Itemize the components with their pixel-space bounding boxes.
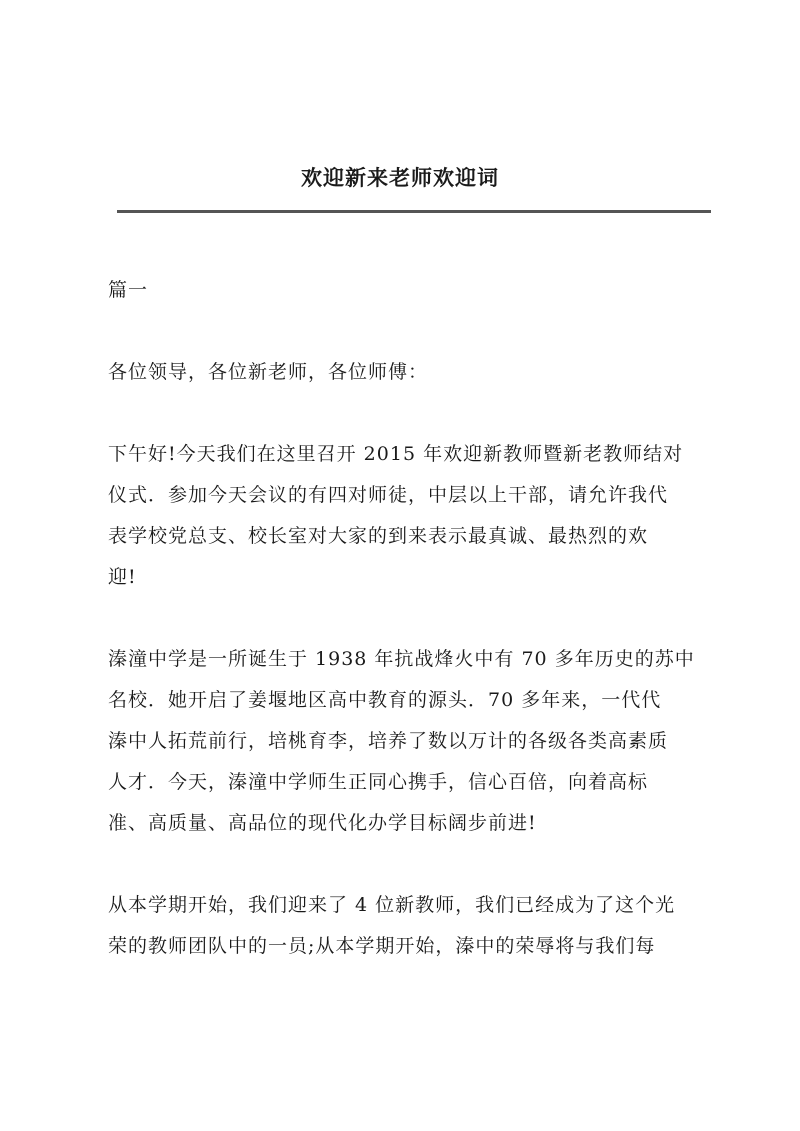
salutation: 各位领导，各位新老师，各位师傅： xyxy=(108,361,429,383)
paragraph-line: 下午好!今天我们在这里召开 2015 年欢迎新教师暨新老教师结对 xyxy=(108,443,684,465)
paragraph-line: 表学校党总支、校长室对大家的到来表示最真诚、最热烈的欢 xyxy=(108,525,649,547)
paragraph-line: 溱中人拓荒前行，培桃育李，培养了数以万计的各级各类高素质 xyxy=(108,730,669,752)
paragraph-line: 溱潼中学是一所诞生于 1938 年抗战烽火中有 70 多年历史的苏中 xyxy=(108,648,695,670)
paragraph-line: 准、高质量、高品位的现代化办学目标阔步前进! xyxy=(108,812,537,834)
paragraph-1 xyxy=(108,434,708,598)
paragraph-3 xyxy=(108,885,708,967)
document-body xyxy=(108,270,708,1008)
document-title: 欢迎新来老师欢迎词 xyxy=(301,165,499,190)
paragraph-line: 人才．今天，溱潼中学师生正同心携手，信心百倍，向着高标 xyxy=(108,771,649,793)
paragraph-line: 迎! xyxy=(108,566,137,588)
section-label: 篇一 xyxy=(108,279,149,301)
title-divider xyxy=(117,210,711,213)
paragraph-line: 名校．她开启了姜堰地区高中教育的源头．70 多年来，一代代 xyxy=(108,689,662,711)
paragraph-line: 荣的教师团队中的一员;从本学期开始，溱中的荣辱将与我们每 xyxy=(108,935,656,957)
paragraph-line: 仪式．参加今天会议的有四对师徒，中层以上干部，请允许我代 xyxy=(108,484,669,506)
paragraph-2 xyxy=(108,639,708,844)
paragraph-line: 从本学期开始，我们迎来了 4 位新教师，我们已经成为了这个光 xyxy=(108,894,676,916)
